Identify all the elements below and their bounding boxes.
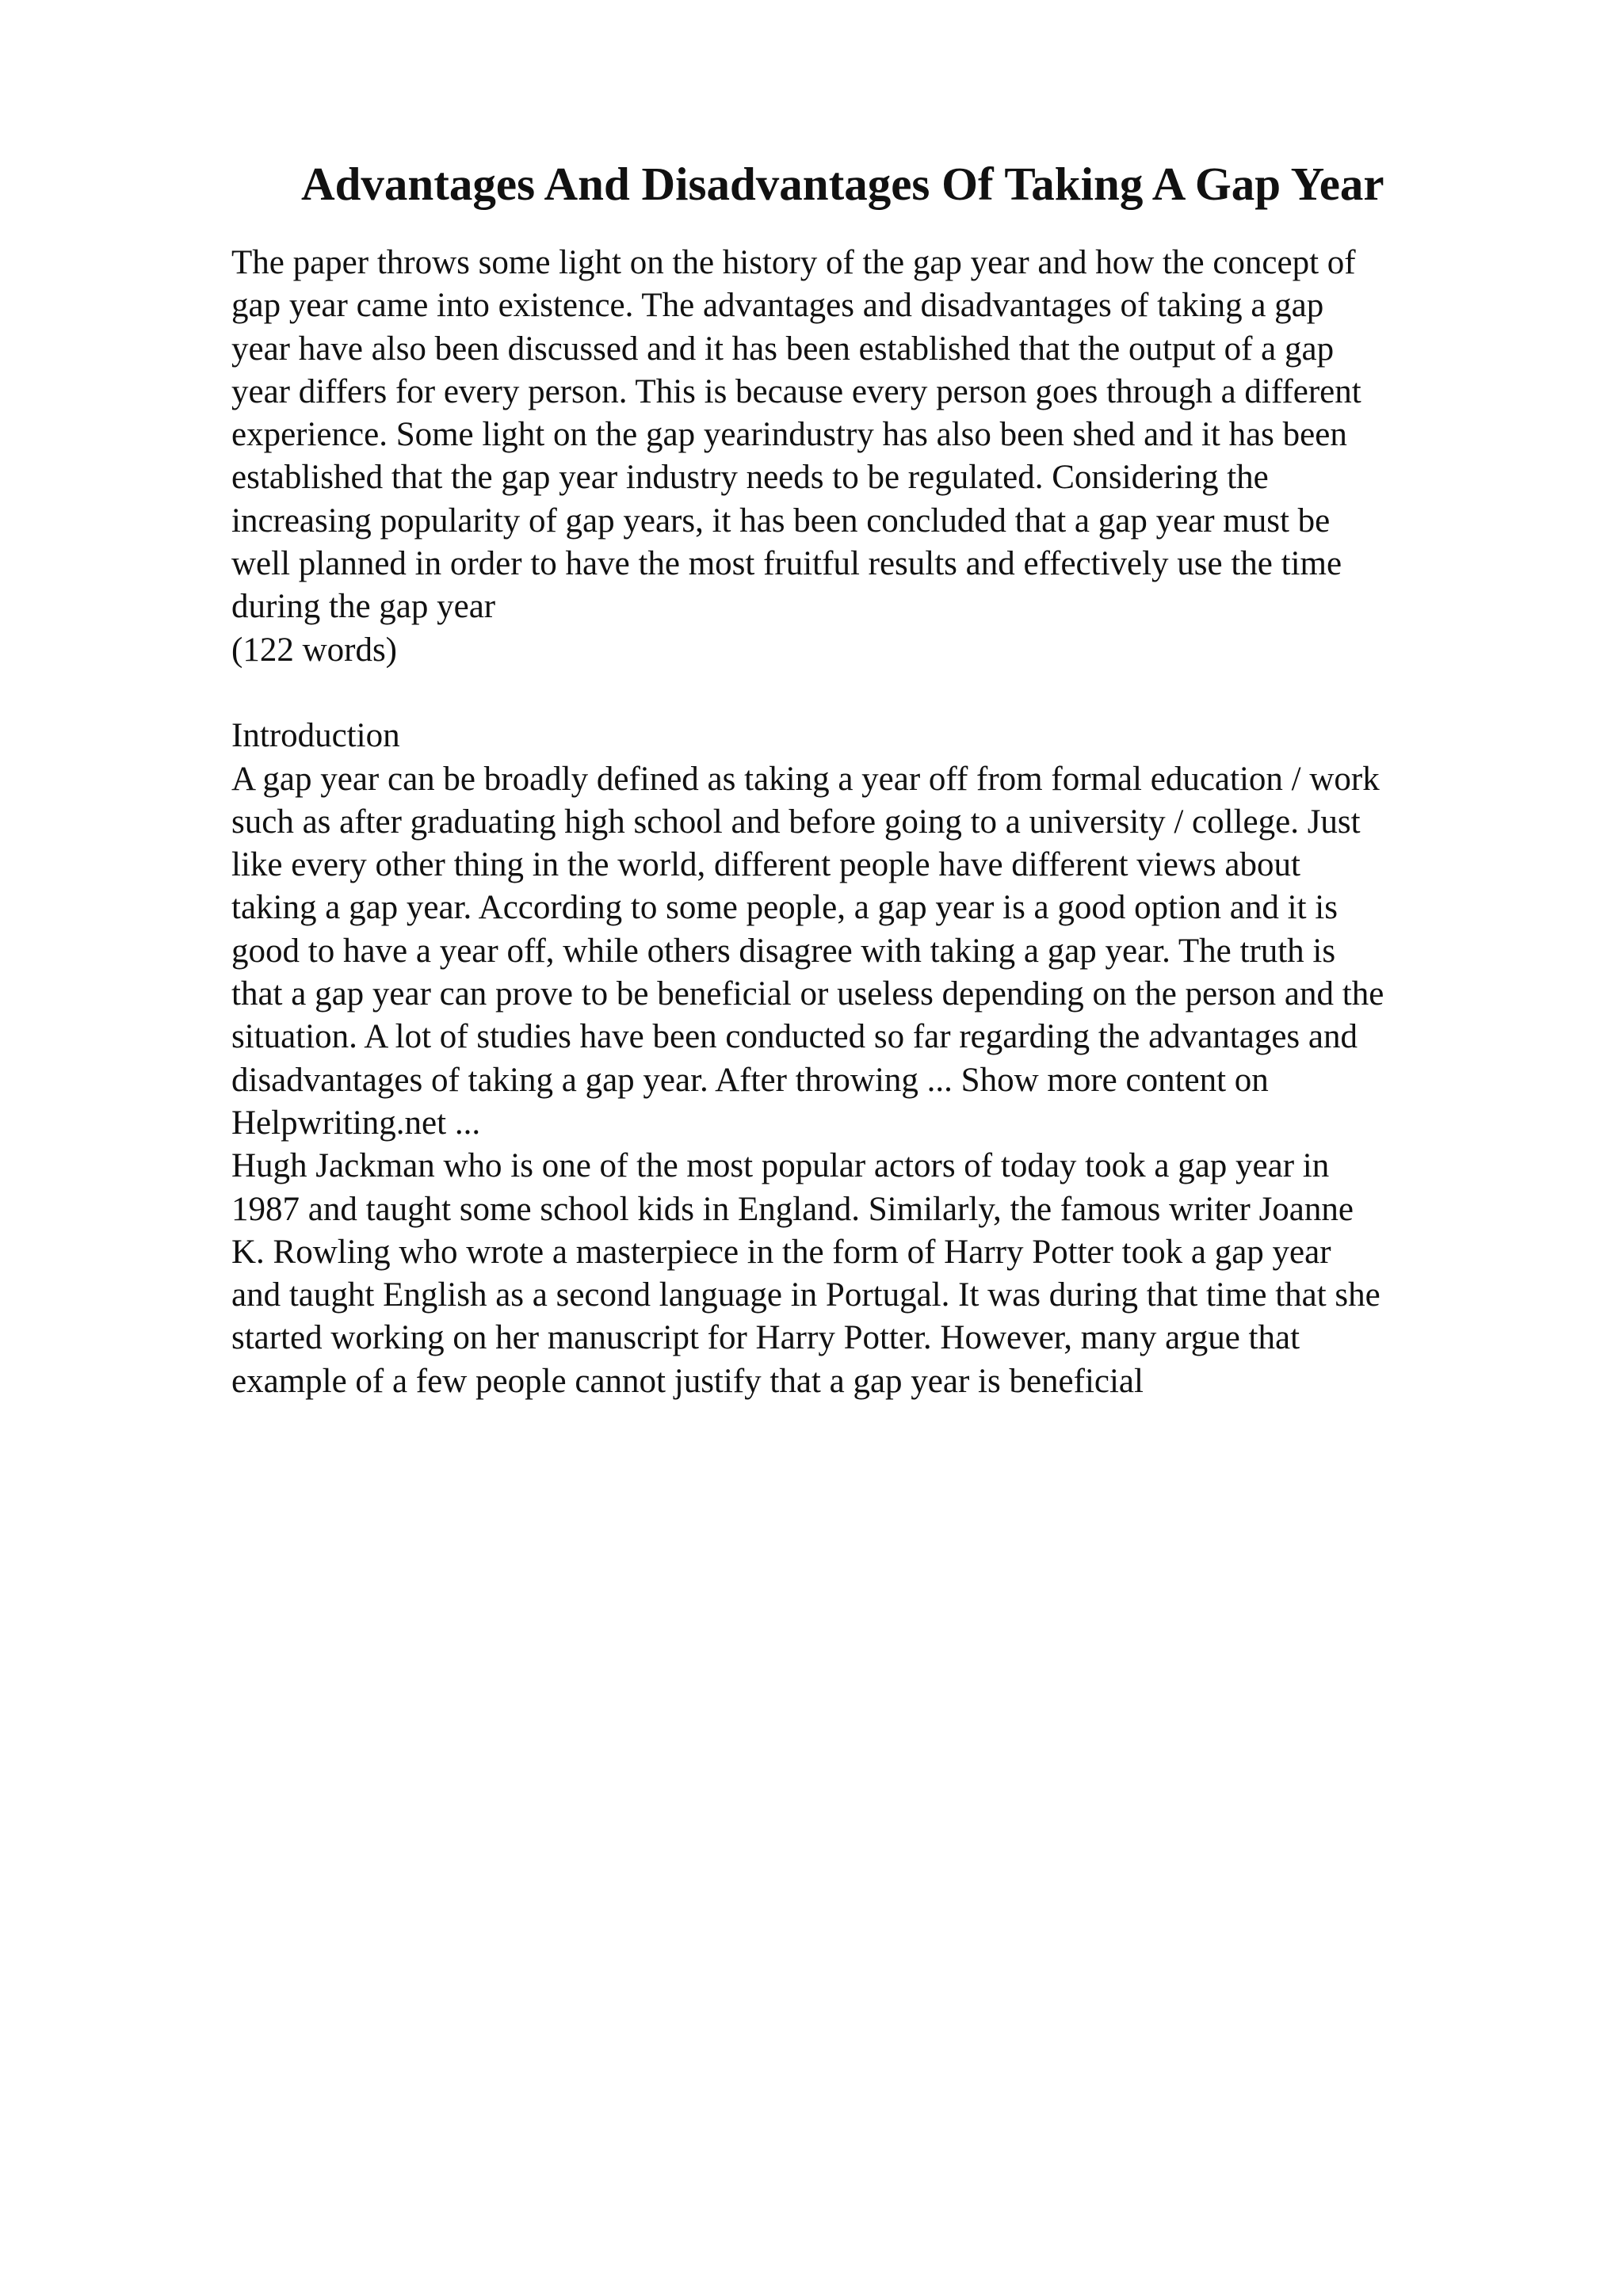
abstract-line: experience. Some light on the gap yearindustry has also been shed and it has been <box>231 416 1347 454</box>
intro-line: disadvantages of taking a gap year. After throwing ... Show more content on <box>231 1061 1269 1099</box>
word-count: (122 words) <box>231 631 397 669</box>
continuation-line: started working on her manuscript for Harry Potter. However, many argue that <box>231 1319 1300 1357</box>
continuation-line: K. Rowling who wrote a masterpiece in the form of Harry Potter took a gap year <box>231 1233 1331 1271</box>
abstract-line: year have also been discussed and it has been established that the output of a gap <box>231 330 1335 368</box>
abstract-paragraph <box>231 242 1515 672</box>
abstract-line: during the gap year <box>231 588 496 626</box>
intro-line: like every other thing in the world, different people have different views about <box>231 846 1300 884</box>
intro-line: that a gap year can prove to be beneficial or useless depending on the person and the <box>231 975 1384 1013</box>
abstract-line: well planned in order to have the most fruitful results and effectively use the time <box>231 545 1342 583</box>
intro-line: good to have a year off, while others disagree with taking a gap year. The truth is <box>231 932 1336 970</box>
abstract-line: The paper throws some light on the history of the gap year and how the concept of <box>231 244 1356 281</box>
intro-line: A gap year can be broadly defined as taking a year off from formal education / work <box>231 760 1380 798</box>
document-body <box>231 242 1515 1403</box>
continuation-line: example of a few people cannot justify that a gap year is beneficial <box>231 1362 1144 1400</box>
intro-line: Helpwriting.net ... <box>231 1104 481 1142</box>
abstract-line: year differs for every person. This is because every person goes through a different <box>231 372 1361 410</box>
document-title: Advantages And Disadvantages Of Taking A Gap Year <box>301 158 1384 210</box>
introduction-section <box>231 715 1515 1145</box>
intro-line: taking a gap year. According to some people, a gap year is a good option and it is <box>231 889 1338 927</box>
paragraph-spacer <box>231 672 1515 715</box>
continuation-line: and taught English as a second language in Portugal. It was during that time that she <box>231 1276 1381 1314</box>
abstract-line: increasing popularity of gap years, it has been concluded that a gap year must be <box>231 502 1331 540</box>
continuation-line: Hugh Jackman who is one of the most popular actors of today took a gap year in <box>231 1147 1330 1185</box>
abstract-line: established that the gap year industry needs to be regulated. Considering the <box>231 459 1269 497</box>
intro-line: situation. A lot of studies have been conducted so far regarding the advantages and <box>231 1018 1358 1056</box>
continuation-paragraph <box>231 1145 1515 1403</box>
intro-line: such as after graduating high school and before going to a university / college. Just <box>231 803 1361 841</box>
abstract-line: gap year came into existence. The advantages and disadvantages of taking a gap <box>231 287 1324 325</box>
section-heading: Introduction <box>231 717 400 755</box>
continuation-line: 1987 and taught some school kids in England. Similarly, the famous writer Joanne <box>231 1190 1354 1228</box>
